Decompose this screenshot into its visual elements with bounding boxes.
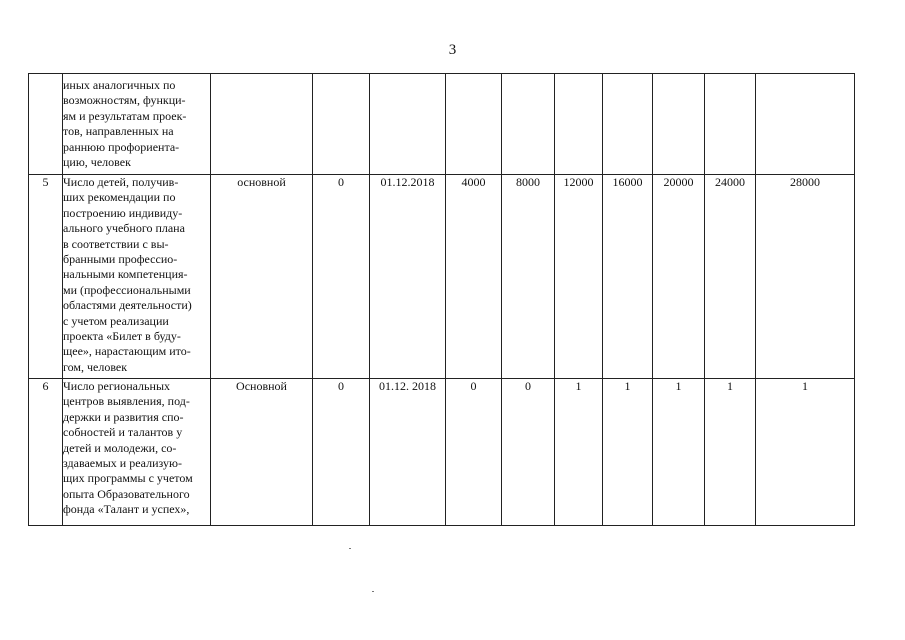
page-number: 3 — [448, 42, 457, 58]
base-date-cell — [370, 74, 446, 175]
indicator-name-cell: Число региональных центров выявления, под- держки и развития спо- собностей и талантов у детей и молодежи, со- здаваемых и реализую- щих программы с учетом опыта Образовательного фонда «Талант и успех», — [63, 379, 211, 526]
indicators-table — [28, 73, 855, 526]
value-cell — [705, 74, 756, 175]
value-cell: 1 — [756, 379, 855, 526]
value-cell: 12000 — [555, 175, 603, 379]
value-cell: 1 — [603, 379, 653, 526]
indicator-type-cell — [211, 74, 313, 175]
indicator-name-cell: Число детей, получив- ших рекомендации по построению индивиду- ального учебного плана в соответствии с вы- бранными профессио- нальными компетенция- ми (профессиональными областями деятельности) с учетом реализации проекта «Билет в буду- щее», нарастающим ито- гом, человек — [63, 175, 211, 379]
value-cell — [603, 74, 653, 175]
value-cell: 24000 — [705, 175, 756, 379]
value-cell: 8000 — [502, 175, 555, 379]
value-cell — [653, 74, 705, 175]
value-cell: 1 — [705, 379, 756, 526]
value-cell — [555, 74, 603, 175]
row-number-cell: 5 — [29, 175, 63, 379]
indicator-name-cell: иных аналогичных по возможностям, функци- ям и результатам проек- тов, направленных на раннюю профориента- цию, человек — [63, 74, 211, 175]
indicator-type-cell: основной — [211, 175, 313, 379]
indicator-type-cell: Основной — [211, 379, 313, 526]
value-cell: 16000 — [603, 175, 653, 379]
scan-speck — [372, 591, 374, 592]
value-cell: 4000 — [446, 175, 502, 379]
value-cell: 1 — [555, 379, 603, 526]
value-cell: 0 — [446, 379, 502, 526]
row-number-cell: 6 — [29, 379, 63, 526]
table-row-6 — [29, 379, 855, 526]
base-value-cell: 0 — [313, 175, 370, 379]
value-cell — [502, 74, 555, 175]
base-date-cell: 01.12. 2018 — [370, 379, 446, 526]
value-cell — [446, 74, 502, 175]
value-cell: 28000 — [756, 175, 855, 379]
value-cell — [756, 74, 855, 175]
base-date-cell: 01.12.2018 — [370, 175, 446, 379]
base-value-cell: 0 — [313, 379, 370, 526]
table-row-continued — [29, 74, 855, 175]
value-cell: 0 — [502, 379, 555, 526]
value-cell: 20000 — [653, 175, 705, 379]
scan-speck — [349, 548, 351, 549]
base-value-cell — [313, 74, 370, 175]
value-cell: 1 — [653, 379, 705, 526]
table-row-5 — [29, 175, 855, 379]
row-number-cell — [29, 74, 63, 175]
